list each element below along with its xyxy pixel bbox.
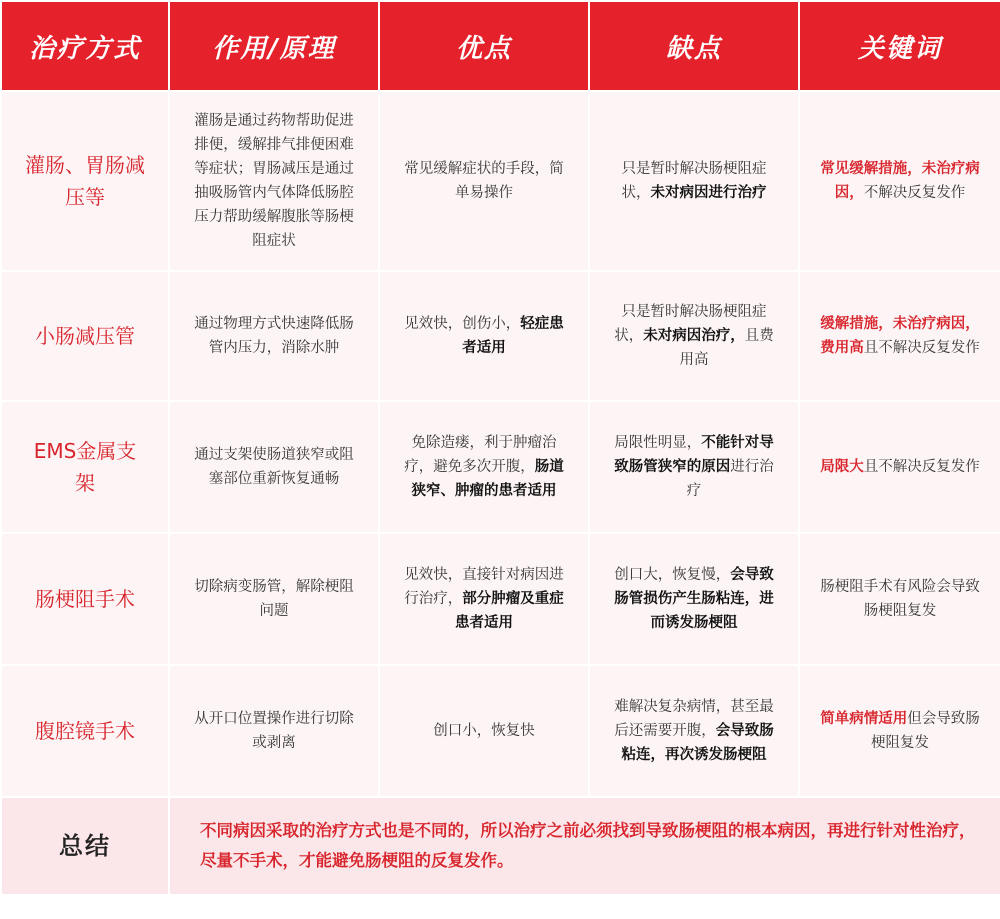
header-principle: 作用/原理: [170, 2, 378, 90]
cell-text-segment: 未对病因治疗，: [643, 328, 745, 344]
cell-text-segment: 难解决复杂病情，甚至最后还需要开腹，: [614, 699, 774, 739]
cell-text-segment: 未对病因进行治疗: [650, 185, 767, 201]
cons-cell: [590, 402, 798, 532]
method-cell: EMS金属支架: [2, 402, 168, 532]
header-method: 治疗方式: [2, 2, 168, 90]
cell-text-segment: 简单病情适用: [820, 711, 908, 727]
pros-cell: [380, 534, 588, 664]
header-pros: 优点: [380, 2, 588, 90]
cell-text-segment: 但会导致肠梗阻复发: [871, 711, 980, 751]
pros-cell: [380, 272, 588, 400]
cell-text-segment: 不能针对导致肠管狭窄的原因: [614, 435, 774, 475]
cell-text-segment: 局限大: [820, 459, 864, 475]
cell-text-segment: 只是暂时解决肠梗阻症状，: [614, 304, 767, 344]
keywords-cell: [800, 92, 1000, 270]
table-row: [2, 92, 1000, 270]
principle-cell: 从开口位置操作进行切除或剥离: [170, 666, 378, 796]
cell-text-segment: 轻症患者适用: [462, 316, 564, 356]
cell-text-segment: 进行治疗: [686, 459, 774, 499]
table-row: [2, 666, 1000, 796]
table-row: [2, 534, 1000, 664]
pros-cell: [380, 666, 588, 796]
header-keywords: 关键词: [800, 2, 1000, 90]
header-cons: 缺点: [590, 2, 798, 90]
summary-label: 总结: [2, 798, 168, 894]
header-row: [2, 2, 1000, 90]
keywords-cell: [800, 402, 1000, 532]
cell-text-segment: 见效快，创伤小，: [404, 316, 521, 332]
table-row: [2, 402, 1000, 532]
cell-text-segment: 且不解决反复发作: [863, 340, 980, 356]
cell-text-segment: 部分肿瘤及重症患者适用: [455, 591, 564, 631]
keywords-cell: [800, 272, 1000, 400]
principle-cell: 切除病变肠管，解除梗阻问题: [170, 534, 378, 664]
cons-cell: [590, 534, 798, 664]
principle-cell: 通过支架使肠道狭窄或阻塞部位重新恢复通畅: [170, 402, 378, 532]
cons-cell: [590, 272, 798, 400]
method-cell: 肠梗阻手术: [2, 534, 168, 664]
cell-text-segment: 会导致肠管损伤产生肠粘连，进而诱发肠梗阻: [614, 567, 774, 631]
cell-text-segment: 创口小，恢复快: [433, 723, 535, 739]
principle-cell: 通过物理方式快速降低肠管内压力，消除水肿: [170, 272, 378, 400]
principle-cell: 灌肠是通过药物帮助促进排便，缓解排气排便困难等症状；胃肠减压是通过抽吸肠管内气体降低肠腔压力帮助缓解腹胀等肠梗阻症状: [170, 92, 378, 270]
cell-text-segment: 只是暂时解决肠梗阻症状，: [621, 161, 767, 201]
cell-text-segment: 局限性明显，: [614, 435, 702, 451]
cell-text-segment: 常见缓解措施，未治疗病因，: [820, 161, 980, 201]
method-cell: 灌肠、胃肠减压等: [2, 92, 168, 270]
pros-cell: [380, 92, 588, 270]
pros-cell: [380, 402, 588, 532]
cell-text-segment: 常见缓解症状的手段，简单易操作: [404, 161, 564, 201]
cell-text-segment: 缓解措施，未治疗病因，费用高: [820, 316, 980, 356]
keywords-cell: [800, 534, 1000, 664]
summary-row: [2, 798, 1000, 894]
summary-text: 不同病因采取的治疗方式也是不同的，所以治疗之前必须找到导致肠梗阻的根本病因，再进行针对性治疗，尽量不手术，才能避免肠梗阻的反复发作。: [170, 798, 1000, 894]
cell-text-segment: 肠道狭窄、肿瘤的患者适用: [411, 459, 564, 499]
keywords-cell: [800, 666, 1000, 796]
cons-cell: [590, 666, 798, 796]
cell-text-segment: 肠梗阻手术有风险会导致肠梗阻复发: [820, 579, 980, 619]
cell-text-segment: 见效快，直接针对病因进行治疗，: [404, 567, 564, 607]
method-cell: 小肠减压管: [2, 272, 168, 400]
cell-text-segment: 且不解决反复发作: [863, 459, 980, 475]
cell-text-segment: 免除造瘘，利于肿瘤治疗，避免多次开腹，: [404, 435, 557, 475]
cell-text-segment: 创口大，恢复慢，: [614, 567, 731, 583]
method-cell: 腹腔镜手术: [2, 666, 168, 796]
cell-text-segment: 会导致肠粘连，再次诱发肠梗阻: [621, 723, 774, 763]
table-row: [2, 272, 1000, 400]
cons-cell: [590, 92, 798, 270]
cell-text-segment: 不解决反复发作: [863, 185, 966, 201]
cell-text-segment: 且费用高: [679, 328, 774, 368]
